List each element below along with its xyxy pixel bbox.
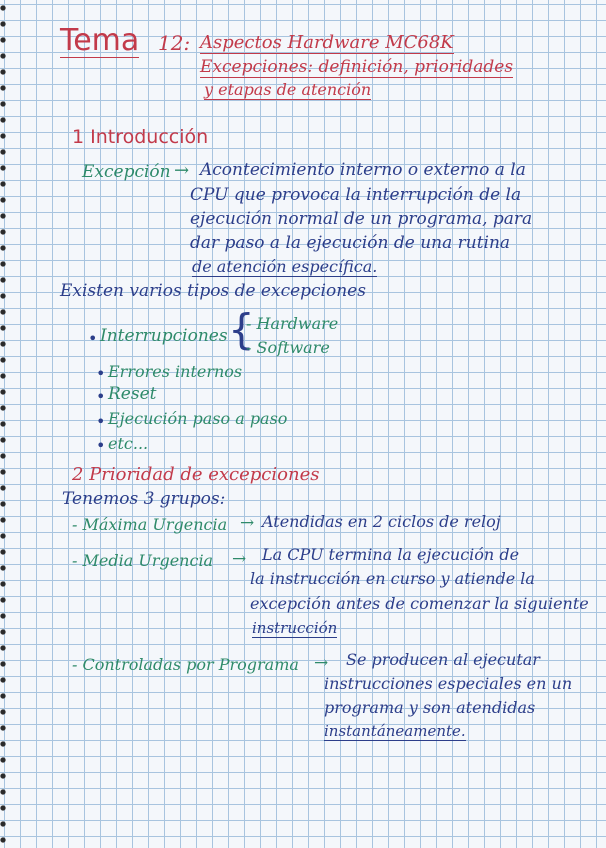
media-arrow: → xyxy=(232,549,247,569)
controladas-arrow: → xyxy=(314,653,329,673)
definition-line-1: Acontecimiento interno o externo a la xyxy=(200,160,526,180)
bullet-mark-3: • xyxy=(96,412,106,431)
section1-heading: 1 Introducción xyxy=(72,126,209,148)
media-line-2: la instrucción en curso y atiende la xyxy=(250,569,535,588)
definition-line-4: dar paso a la ejecución de una rutina xyxy=(190,233,511,253)
maxima-urgencia-label: - Máxima Urgencia xyxy=(72,515,228,534)
title-line1: Aspectos Hardware MC68K xyxy=(200,32,454,53)
title-line3: y etapas de atención xyxy=(204,80,372,99)
spiral-binding xyxy=(0,0,14,848)
hardware-item: - Hardware xyxy=(246,314,339,333)
controladas-line-4: instantáneamente. xyxy=(324,722,466,740)
maxima-urgencia-text: Atendidas en 2 ciclos de reloj xyxy=(262,512,501,531)
bullet-reset: Reset xyxy=(108,384,157,404)
interrupciones-brace: { xyxy=(228,305,255,354)
bullet-ejecucion: Ejecución paso a paso xyxy=(108,409,288,428)
section2-heading: 2 Prioridad de excepciones xyxy=(72,464,320,485)
definition-arrow: → xyxy=(174,160,190,181)
bullet-etc: etc... xyxy=(108,434,149,453)
media-urgencia-label: - Media Urgencia xyxy=(72,551,214,570)
controladas-line-1: Se producen al ejecutar xyxy=(346,650,540,669)
interrupciones-label: Interrupciones xyxy=(100,326,228,346)
media-line-1: La CPU termina la ejecución de xyxy=(262,545,520,564)
exception-term: Excepción xyxy=(82,162,171,182)
bullet-mark-2: • xyxy=(96,387,106,406)
bullet-mark-1: • xyxy=(96,364,106,383)
title-number: 12: xyxy=(158,31,191,55)
definition-line-2: CPU que provoca la interrupción de la xyxy=(190,185,522,205)
bullet-mark-4: • xyxy=(96,436,106,455)
controladas-label: - Controladas por Programa xyxy=(72,655,299,674)
definition-line-5: de atención específica. xyxy=(192,257,378,276)
media-line-4: instrucción xyxy=(252,619,338,637)
types-intro: Existen varios tipos de excepciones xyxy=(60,281,366,301)
software-item: - Software xyxy=(246,338,330,357)
maxima-arrow: → xyxy=(240,513,255,533)
title-tema: Tema xyxy=(60,23,140,58)
section2-intro: Tenemos 3 grupos: xyxy=(62,489,226,509)
controladas-line-3: programa y son atendidas xyxy=(324,698,536,717)
bullet-interrupciones: • xyxy=(88,329,98,348)
definition-line-3: ejecución normal de un programa, para xyxy=(190,209,533,229)
title-line2: Excepciones: definición, prioridades xyxy=(200,57,514,77)
controladas-line-2: instrucciones especiales en un xyxy=(324,674,573,693)
media-line-3: excepción antes de comenzar la siguiente xyxy=(250,594,589,613)
bullet-errores: Errores internos xyxy=(108,362,243,381)
